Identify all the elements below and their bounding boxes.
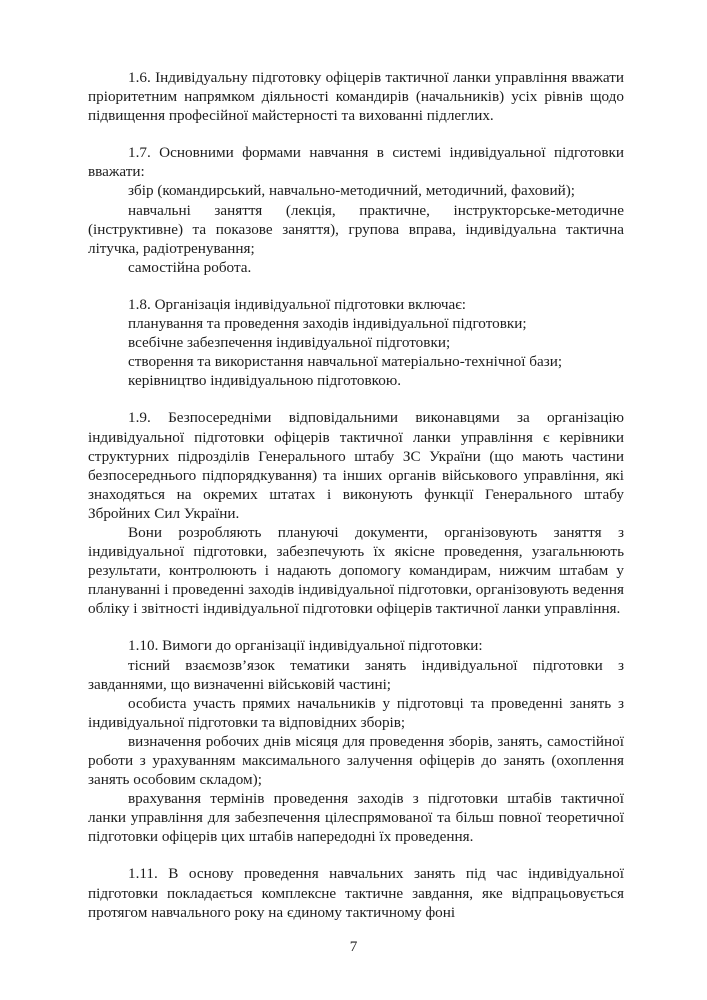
section-1-8	[88, 295, 624, 390]
list-item: збір (командирський, навчально-методичний, методичний, фаховий);	[128, 182, 576, 200]
list-item: створення та використання навчальної матеріально-технічної бази;	[128, 353, 563, 371]
list-item: планування та проведення заходів індивідуальної підготовки;	[128, 315, 527, 333]
section-1-10	[88, 636, 624, 846]
list-item: навчальні заняття (лекція, практичне, інструкторське-методичне (інструктивне) та показове заняття), групова вправа, індивідуальна тактична літучка, радіотренування;	[88, 201, 624, 257]
list-item: керівництво індивідуальною підготовкою.	[128, 372, 402, 390]
paragraph: 1.6. Індивідуальну підготовку офіцерів тактичної ланки управління вважати пріоритетним напрямком діяльності командирів (начальників) усіх рівнів щодо підвищення професійної майстерності та вихованні підлеглих.	[88, 69, 624, 125]
list-item: особиста участь прямих начальників у підготовці та проведенні занять з індивідуальної підготовки та відповідних зборів;	[88, 694, 624, 731]
list-item: врахування термінів проведення заходів з підготовки штабів тактичної ланки управління для забезпечення цілеспрямованої та більш повної теоретичної підготовки офіцерів цих штабів напередодні їх проведення.	[88, 790, 624, 846]
list-item: самостійна робота.	[128, 258, 252, 276]
list-item: тісний взаємозв’язок тематики занять індивідуальної підготовки з завданнями, що визначенні військовій частині;	[88, 656, 624, 693]
paragraph: 1.8. Організація індивідуальної підготовки включає:	[128, 295, 466, 313]
paragraph: 1.7. Основними формами навчання в системі індивідуальної підготовки вважати:	[88, 144, 624, 181]
section-1-7	[88, 143, 624, 277]
list-item: всебічне забезпечення індивідуальної підготовки;	[128, 334, 451, 352]
paragraph: 1.10. Вимоги до організації індивідуальної підготовки:	[128, 637, 483, 655]
section-1-11	[88, 864, 624, 921]
document-page	[88, 68, 624, 940]
paragraph: Вони розробляють плануючі документи, організовують заняття з індивідуальної підготовки, забезпечують їх якісне проведення, узагальнюють результати, контролюють і надають допомогу командирам, нижчим штабам у плануванні і проведенні заходів індивідуальної підготовки, організовують ведення обліку і звітності індивідуальної підготовки офіцерів тактичної ланки управління.	[88, 523, 624, 618]
section-1-9	[88, 408, 624, 618]
section-1-6	[88, 68, 624, 125]
list-item: визначення робочих днів місяця для проведення зборів, занять, самостійної роботи з урахуванням максимального залучення офіцерів до занять (охоплення занять особовим складом);	[88, 732, 624, 789]
paragraph: 1.9. Безпосередніми відповідальними виконавцями за організацію індивідуальної підготовки офіцерів тактичної ланки управління є керівники структурних підрозділів Генерального штабу ЗС України (що мають частини безпосереднього підпорядкування) та інших органів військового управління, які знаходяться на окремих штатах і виконують функції Генерального штабу Збройних Сил України.	[88, 409, 624, 522]
page-number: 7	[349, 938, 358, 955]
paragraph: 1.11. В основу проведення навчальних занять під час індивідуальної підготовки покладається комплексне тактичне завдання, яке відпрацьовується протягом навчального року на єдиному тактичному фоні	[88, 865, 624, 921]
